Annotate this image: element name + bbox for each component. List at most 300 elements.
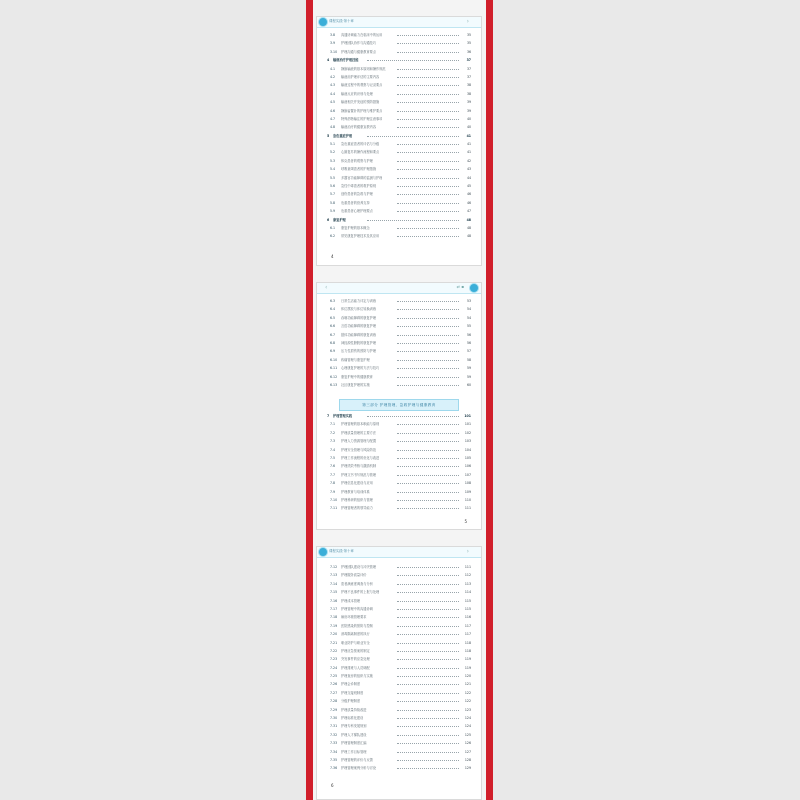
- toc-entry-title: 护理工作目标管理: [341, 749, 367, 754]
- toc-entry-page: 36: [466, 49, 471, 54]
- toc-leader-dots: [397, 127, 459, 128]
- toc-leader-dots: [397, 335, 459, 336]
- toc-entry-title: 输液反应的识别与处理: [341, 91, 373, 96]
- toc-entry-page: 48: [466, 234, 471, 239]
- toc-entry-page: 59: [466, 374, 471, 379]
- toc-entry[interactable]: [327, 331, 471, 339]
- toc-leader-dots: [397, 326, 459, 327]
- toc-entry-page: 116: [464, 615, 471, 620]
- toc-entry-page: 45: [466, 184, 471, 189]
- toc-entry-page: 122: [464, 699, 471, 704]
- page-header-title: 课程实践·第十章: [329, 549, 354, 553]
- toc-entry-number: 7.18: [330, 615, 338, 620]
- toc-entry[interactable]: [327, 165, 471, 173]
- toc-entry-number: 7.21: [330, 640, 338, 645]
- toc-entry[interactable]: [327, 756, 471, 764]
- toc-entry-title: 神经源性膀胱的康复护理: [341, 340, 377, 345]
- course-logo-icon: [469, 283, 479, 293]
- toc-entry-number: 6.4: [330, 307, 336, 312]
- toc-leader-dots: [397, 433, 459, 434]
- toc-entry-title: 护理信息化建设与应用: [341, 481, 373, 486]
- toc-entry[interactable]: [327, 613, 471, 621]
- toc-entry-page: 122: [464, 690, 471, 695]
- toc-entry[interactable]: [327, 437, 471, 445]
- page-header-title: 课程实践·第十章: [329, 19, 354, 23]
- toc-entry-number: 7.16: [330, 598, 338, 603]
- toc-entry-number: 7.31: [330, 724, 338, 729]
- toc-leader-dots: [367, 60, 459, 61]
- toc-leader-dots: [397, 592, 459, 593]
- toc-entry[interactable]: [327, 140, 471, 148]
- toc-entry-title: 护理交接班制度: [341, 690, 364, 695]
- toc-entry-page: 40: [466, 116, 471, 121]
- toc-entry-number: 5.9: [330, 209, 336, 214]
- toc-entry-number: 7.33: [330, 741, 338, 746]
- toc-entry-title: 急性中毒患者的救护原则: [341, 184, 377, 189]
- page-number: 6: [331, 783, 334, 788]
- toc-entry-title: 护理管理的评价与反馈: [341, 757, 373, 762]
- toc-entry-title: 护理不良事件的上报与处理: [341, 590, 380, 595]
- toc-leader-dots: [397, 617, 459, 618]
- toc-entry[interactable]: [327, 731, 471, 739]
- chevron-right-icon[interactable]: ›: [466, 18, 469, 25]
- toc-entry-page: 119: [464, 665, 471, 670]
- toc-entry-title: 护理团队建设与冲突管理: [341, 565, 377, 569]
- toc-entry-title: 护理文书书写规范与管理: [341, 472, 377, 477]
- toc-entry[interactable]: [327, 31, 471, 39]
- toc-entry-title: 护理人才梯队建设: [341, 732, 367, 737]
- toc-leader-dots: [397, 102, 459, 103]
- toc-entry[interactable]: [327, 622, 471, 630]
- toc-entry-number: 7.6: [330, 464, 336, 469]
- page-header: [317, 547, 481, 558]
- toc-entry-number: 6.11: [330, 366, 338, 371]
- toc-entry-title: 危重患者的营养支持: [341, 200, 370, 205]
- toc-leader-dots: [397, 161, 459, 162]
- toc-entry[interactable]: [327, 123, 471, 131]
- toc-entry[interactable]: [327, 647, 471, 655]
- toc-entry-page: 56: [466, 332, 471, 337]
- toc-leader-dots: [397, 385, 459, 386]
- toc-entry-page: 125: [464, 732, 471, 737]
- toc-entry[interactable]: [327, 314, 471, 322]
- toc-entry-number: 6.2: [330, 234, 336, 239]
- toc-entry[interactable]: [327, 571, 471, 579]
- toc-entry-title: 职业防护与职业安全: [341, 640, 370, 645]
- toc-entry-number: 7.30: [330, 716, 338, 721]
- toc-entry-title: 常见康复护理技术及其应用: [341, 234, 380, 239]
- toc-entry-title: 肢体功能障碍的康复训练: [341, 332, 377, 337]
- chevron-right-icon[interactable]: ›: [466, 548, 469, 555]
- toc-entry-page: 48: [466, 225, 471, 230]
- left-red-margin-bar: [306, 0, 313, 800]
- toc-leader-dots: [397, 94, 459, 95]
- toc-entry[interactable]: [327, 504, 471, 512]
- toc-leader-dots: [397, 309, 459, 310]
- toc-entry-number: 7.24: [330, 665, 338, 670]
- toc-entry[interactable]: [327, 714, 471, 722]
- page-number: 4: [331, 254, 334, 259]
- toc-entry-title: 输液治疗的健康宣教内容: [341, 125, 377, 130]
- toc-leader-dots: [397, 360, 459, 361]
- toc-entry[interactable]: [327, 182, 471, 190]
- toc-entry-page: 46: [466, 192, 471, 197]
- toc-leader-dots: [397, 492, 459, 493]
- toc-entry[interactable]: [327, 39, 471, 47]
- toc-chapter-entry[interactable]: [327, 412, 471, 420]
- toc-entry-title: 危重患者心理护理要点: [341, 209, 373, 214]
- toc-entry-page: 41: [466, 133, 471, 138]
- toc-entry-number: 7.2: [330, 430, 336, 435]
- document-page-5: [316, 282, 482, 530]
- toc-entry-page: 106: [464, 464, 471, 469]
- toc-entry[interactable]: [327, 98, 471, 106]
- toc-chapter-entry[interactable]: [327, 216, 471, 224]
- toc-entry[interactable]: [327, 471, 471, 479]
- toc-entry[interactable]: [327, 496, 471, 504]
- toc-leader-dots: [397, 693, 459, 694]
- toc-entry-title: 护理工作流程的优化与改进: [341, 455, 380, 460]
- toc-entry[interactable]: [327, 588, 471, 596]
- toc-chapter-entry[interactable]: [327, 132, 471, 140]
- toc-entry-page: 35: [466, 33, 471, 37]
- toc-entry-number: 7.17: [330, 606, 338, 611]
- toc-entry[interactable]: [327, 454, 471, 462]
- toc-leader-dots: [397, 676, 459, 677]
- page-header: [317, 283, 481, 294]
- toc-entry-number: 7: [327, 414, 330, 418]
- toc-entry[interactable]: [327, 90, 471, 98]
- toc-entry[interactable]: [327, 597, 471, 605]
- toc-entry-page: 115: [464, 606, 471, 611]
- table-of-contents: [327, 563, 471, 773]
- toc-entry[interactable]: [327, 373, 471, 381]
- toc-entry-title: 护理管理的基本职能与原则: [341, 422, 380, 427]
- toc-entry[interactable]: [327, 65, 471, 73]
- toc-entry-page: 108: [464, 481, 471, 486]
- toc-entry[interactable]: [327, 739, 471, 747]
- toc-entry-title: 休克患者的观察与护理: [341, 158, 373, 163]
- toc-entry-title: 护理质量持续改进: [341, 707, 367, 712]
- toc-leader-dots: [397, 710, 459, 711]
- toc-entry-title: 特殊药物输注的护理注意事项: [341, 116, 383, 121]
- toc-leader-dots: [397, 301, 459, 302]
- toc-leader-dots: [397, 111, 459, 112]
- toc-entry-page: 124: [464, 716, 471, 721]
- toc-entry[interactable]: [327, 446, 471, 454]
- toc-entry-page: 41: [466, 142, 471, 147]
- toc-entry-page: 60: [466, 382, 471, 387]
- toc-entry-title: 体位摆放与体位转换训练: [341, 307, 377, 312]
- toc-chapter-entry[interactable]: [327, 56, 471, 64]
- toc-entry-title: 分级护理制度: [341, 699, 361, 704]
- toc-entry-number: 6.13: [330, 382, 338, 387]
- toc-entry-number: 6.1: [330, 225, 336, 230]
- toc-leader-dots: [367, 416, 459, 417]
- toc-entry[interactable]: [327, 722, 471, 730]
- toc-entry[interactable]: [327, 764, 471, 772]
- toc-leader-dots: [397, 701, 459, 702]
- toc-entry[interactable]: [327, 115, 471, 123]
- toc-entry-number: 7.8: [330, 481, 336, 486]
- right-red-margin-bar: [486, 0, 493, 800]
- toc-entry-title: 输液治疗护理技能: [333, 58, 359, 63]
- toc-entry-title: 吞咽功能障碍的康复护理: [341, 315, 377, 320]
- toc-entry-page: 119: [464, 657, 471, 662]
- course-logo-icon: [318, 547, 328, 557]
- toc-entry-page: 39: [466, 100, 471, 105]
- toc-leader-dots: [397, 186, 459, 187]
- toc-entry-number: 7.9: [330, 489, 336, 494]
- toc-entry-page: 114: [464, 590, 471, 595]
- toc-leader-dots: [397, 77, 459, 78]
- toc-entry-number: 6.7: [330, 332, 336, 337]
- toc-entry-number: 3.10: [330, 49, 338, 54]
- toc-entry-title: 护理查房的组织与实施: [341, 674, 373, 679]
- toc-leader-dots: [397, 178, 459, 179]
- toc-entry-title: 护理管理制度汇编: [341, 741, 367, 746]
- toc-entry[interactable]: [327, 748, 471, 756]
- toc-entry-page: 37: [466, 66, 471, 71]
- toc-leader-dots: [397, 441, 459, 442]
- toc-entry[interactable]: [327, 420, 471, 428]
- toc-leader-dots: [397, 458, 459, 459]
- toc-entry-number: 7.11: [330, 506, 338, 511]
- toc-entry-title: 患者满意度调查与分析: [341, 581, 373, 586]
- toc-entry[interactable]: [327, 174, 471, 182]
- toc-entry-page: 127: [464, 749, 471, 754]
- toc-entry[interactable]: [327, 580, 471, 588]
- toc-entry-page: 128: [464, 757, 471, 762]
- toc-entry-page: 38: [466, 83, 471, 88]
- toc-entry-title: 急危重症护理: [333, 133, 353, 138]
- toc-entry-number: 3.9: [330, 41, 336, 46]
- toc-entry[interactable]: [327, 157, 471, 165]
- toc-entry[interactable]: [327, 232, 471, 240]
- toc-entry-number: 4.8: [330, 125, 336, 130]
- toc-entry-title: 护理管理实践: [333, 414, 353, 418]
- toc-entry-title: 护理管理者的领导能力: [341, 506, 373, 511]
- toc-entry-page: 43: [466, 167, 471, 172]
- toc-leader-dots: [397, 450, 459, 451]
- toc-entry-page: 126: [464, 741, 471, 746]
- toc-entry-number: 5.4: [330, 167, 336, 172]
- toc-entry-number: 6.10: [330, 357, 338, 362]
- toc-entry[interactable]: [327, 381, 471, 389]
- toc-entry[interactable]: [327, 655, 471, 663]
- toc-entry[interactable]: [327, 199, 471, 207]
- toc-entry-title: 护理教育与培训体系: [341, 489, 370, 494]
- toc-entry-page: 117: [464, 632, 471, 637]
- toc-entry-title: 康复护理: [333, 217, 346, 222]
- toc-entry-number: 4: [327, 58, 330, 63]
- toc-entry[interactable]: [327, 488, 471, 496]
- toc-entry-number: 5.3: [330, 158, 336, 163]
- page-number: 5: [464, 519, 467, 524]
- toc-leader-dots: [397, 483, 459, 484]
- toc-entry-title: 输液过程中的观察与记录要点: [341, 83, 383, 88]
- toc-entry-page: 115: [464, 598, 471, 603]
- toc-entry[interactable]: [327, 305, 471, 313]
- toc-entry[interactable]: [327, 207, 471, 215]
- toc-entry[interactable]: [327, 697, 471, 705]
- toc-leader-dots: [397, 466, 459, 467]
- toc-entry-number: 6.8: [330, 340, 336, 345]
- toc-entry[interactable]: [327, 364, 471, 372]
- toc-entry[interactable]: [327, 664, 471, 672]
- chevron-left-icon[interactable]: ‹: [325, 284, 328, 291]
- toc-entry-page: 110: [464, 497, 471, 502]
- toc-leader-dots: [397, 575, 459, 576]
- toc-entry-number: 7.20: [330, 632, 338, 637]
- toc-entry[interactable]: [327, 689, 471, 697]
- toc-leader-dots: [397, 152, 459, 153]
- toc-entry-page: 101: [464, 414, 471, 418]
- toc-entry[interactable]: [327, 148, 471, 156]
- toc-entry-page: 58: [466, 357, 471, 362]
- toc-entry-number: 6.9: [330, 349, 336, 354]
- toc-entry-title: 疼痛管理与康复护理: [341, 357, 370, 362]
- toc-entry[interactable]: [327, 356, 471, 364]
- toc-entry[interactable]: [327, 563, 471, 571]
- toc-leader-dots: [397, 684, 459, 685]
- toc-entry-title: 输液相关并发症的预防措施: [341, 100, 380, 105]
- toc-leader-dots: [397, 752, 459, 753]
- toc-entry-page: 57: [466, 349, 471, 354]
- toc-entry-page: 53: [466, 299, 471, 303]
- toc-leader-dots: [397, 35, 459, 36]
- toc-entry-title: 急危重症患者的评估与分级: [341, 142, 380, 147]
- toc-entry-title: 护理专科发展规划: [341, 724, 367, 729]
- toc-leader-dots: [397, 508, 459, 509]
- toc-entry-page: 107: [464, 472, 471, 477]
- toc-entry-page: 46: [466, 200, 471, 205]
- toc-leader-dots: [397, 69, 459, 70]
- toc-entry[interactable]: [327, 672, 471, 680]
- toc-entry-title: 心肺复苏的操作流程和要点: [341, 150, 380, 155]
- toc-entry[interactable]: [327, 339, 471, 347]
- toc-entry[interactable]: [327, 73, 471, 81]
- toc-entry-title: 护理标准化建设: [341, 716, 364, 721]
- toc-entry-title: 言语功能障碍的康复护理: [341, 324, 377, 329]
- toc-entry-page: 35: [466, 41, 471, 46]
- toc-leader-dots: [397, 368, 459, 369]
- toc-entry-number: 5.8: [330, 200, 336, 205]
- toc-entry-number: 5.6: [330, 184, 336, 189]
- toc-entry-page: 103: [464, 439, 471, 444]
- toc-entry[interactable]: [327, 48, 471, 56]
- toc-entry[interactable]: [327, 190, 471, 198]
- toc-entry-page: 117: [464, 623, 471, 628]
- toc-entry[interactable]: [327, 322, 471, 330]
- toc-entry-title: 消毒隔离制度的执行: [341, 632, 370, 637]
- toc-entry[interactable]: [327, 706, 471, 714]
- toc-leader-dots: [397, 203, 459, 204]
- table-of-contents: [327, 31, 471, 241]
- toc-entry[interactable]: [327, 605, 471, 613]
- toc-leader-dots: [397, 194, 459, 195]
- toc-entry[interactable]: [327, 630, 471, 638]
- toc-entry-number: 7.5: [330, 455, 336, 460]
- toc-entry[interactable]: [327, 81, 471, 89]
- toc-entry-title: 静脉输液的基本原则和操作规范: [341, 66, 386, 71]
- toc-entry-number: 7.27: [330, 690, 338, 695]
- toc-entry-title: 护理应急预案的制定: [341, 648, 370, 653]
- toc-entry-page: 47: [466, 209, 471, 214]
- part-section-banner: 第三部分 护理管理、急救护理与健康教育: [339, 399, 459, 411]
- toc-entry-page: 39: [466, 108, 471, 113]
- toc-entry-title: 护理成本管理: [341, 598, 361, 603]
- toc-entry-page: 105: [464, 455, 471, 460]
- toc-leader-dots: [397, 584, 459, 585]
- toc-entry-number: 4.4: [330, 91, 336, 96]
- toc-leader-dots: [397, 718, 459, 719]
- toc-entry-page: 111: [464, 506, 471, 511]
- toc-entry-page: 48: [466, 217, 471, 222]
- toc-entry[interactable]: [327, 639, 471, 647]
- toc-entry-page: 104: [464, 447, 471, 452]
- page-tools-icon[interactable]: ⇄ ▪: [456, 284, 464, 289]
- toc-leader-dots: [397, 351, 459, 352]
- toc-leader-dots: [367, 220, 459, 221]
- toc-entry-title: 护理团队协作与沟通技巧: [341, 41, 377, 46]
- toc-entry-number: 4.1: [330, 66, 336, 71]
- toc-leader-dots: [397, 651, 459, 652]
- toc-leader-dots: [397, 119, 459, 120]
- toc-entry[interactable]: [327, 107, 471, 115]
- toc-entry-page: 55: [466, 324, 471, 329]
- toc-entry-title: 康复护理的基本概念: [341, 225, 370, 230]
- table-of-contents: [327, 412, 471, 513]
- toc-entry-page: 41: [466, 150, 471, 155]
- toc-entry-title: 多器官功能障碍的监测与护理: [341, 175, 383, 180]
- course-logo-icon: [318, 17, 328, 27]
- toc-entry-page: 118: [464, 640, 471, 645]
- toc-entry-number: 7.28: [330, 699, 338, 704]
- toc-entry-number: 7.1: [330, 422, 336, 427]
- toc-entry-number: 5.2: [330, 150, 336, 155]
- toc-entry-page: 54: [466, 307, 471, 312]
- toc-entry-title: 创伤患者的急救与护理: [341, 192, 373, 197]
- toc-entry-page: 37: [466, 58, 471, 63]
- toc-entry-page: 59: [466, 366, 471, 371]
- toc-entry-page: 120: [464, 674, 471, 679]
- toc-entry[interactable]: [327, 479, 471, 487]
- toc-leader-dots: [397, 609, 459, 610]
- toc-entry[interactable]: [327, 680, 471, 688]
- toc-leader-dots: [397, 634, 459, 635]
- toc-leader-dots: [397, 668, 459, 669]
- toc-entry[interactable]: [327, 347, 471, 355]
- document-page-6: [316, 546, 482, 800]
- toc-entry-title: 护理绩效考核与激励机制: [341, 464, 377, 469]
- toc-entry[interactable]: [327, 462, 471, 470]
- toc-entry-page: 102: [464, 430, 471, 435]
- toc-entry[interactable]: [327, 224, 471, 232]
- toc-entry-title: 突发事件的应急处理: [341, 657, 370, 662]
- toc-leader-dots: [397, 500, 459, 501]
- toc-entry-page: 101: [464, 422, 471, 427]
- toc-entry[interactable]: [327, 429, 471, 437]
- toc-entry-number: 4.5: [330, 100, 336, 105]
- toc-entry-page: 121: [464, 682, 471, 687]
- toc-entry-title: 社区康复护理的实施: [341, 382, 370, 387]
- toc-entry-number: 5.1: [330, 142, 336, 147]
- toc-leader-dots: [397, 424, 459, 425]
- table-of-contents: [327, 297, 471, 389]
- toc-entry-title: 康复护理中的健康教育: [341, 374, 373, 379]
- toc-entry[interactable]: [327, 297, 471, 305]
